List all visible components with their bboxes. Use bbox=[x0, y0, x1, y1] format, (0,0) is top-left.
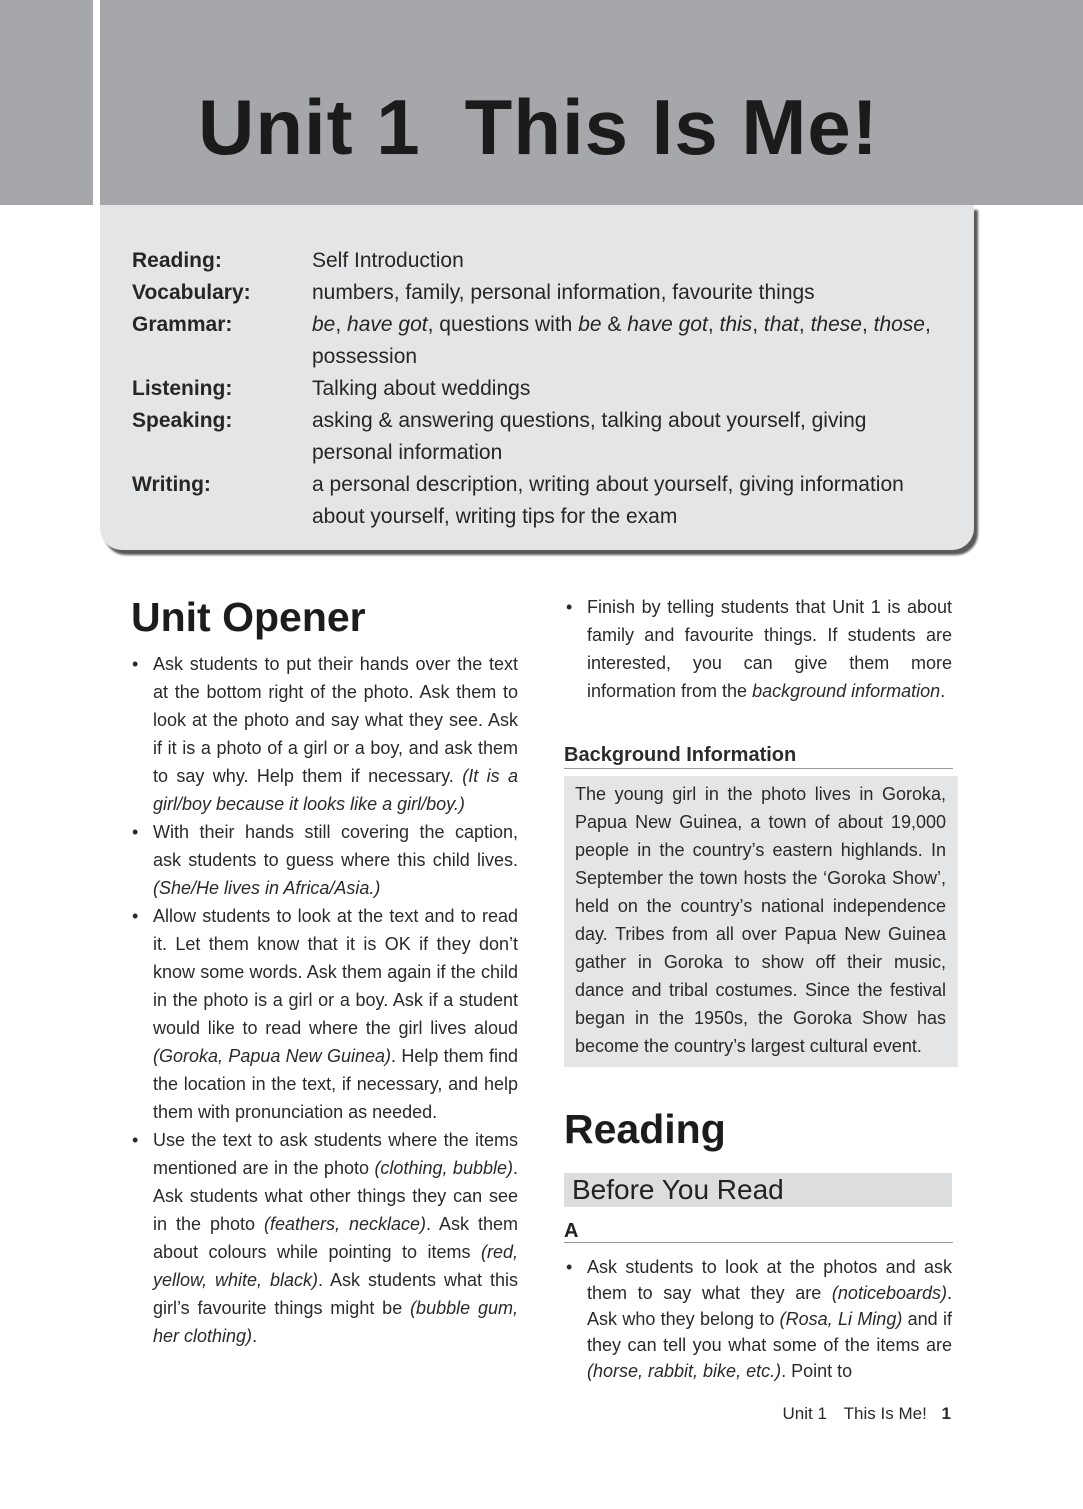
overview-label: Grammar: bbox=[132, 313, 233, 336]
overview-row-speaking bbox=[132, 405, 952, 469]
page-number: 1 bbox=[941, 1404, 951, 1423]
unit-opener-list-continued bbox=[566, 593, 952, 705]
unit-opener-column bbox=[132, 650, 518, 1350]
unit-opener-list bbox=[132, 650, 518, 1350]
list-item: • With their hands still covering the caption, ask students to guess where this child lives. (She/He lives in Africa/Asia.) bbox=[132, 818, 518, 902]
overview-speaking-line: asking & answering questions, talking about yourself, giving bbox=[312, 409, 867, 432]
reading-list bbox=[566, 1254, 952, 1384]
overview-writing-line: a personal description, writing about yourself, giving information bbox=[312, 473, 904, 496]
unit-title bbox=[198, 83, 879, 171]
overview-speaking-line-2: personal information bbox=[312, 441, 503, 464]
header-side-bar bbox=[0, 0, 93, 205]
overview-row-grammar bbox=[132, 309, 952, 373]
overview-label: Vocabulary: bbox=[132, 281, 251, 304]
list-item: • Use the text to ask students where the items mentioned are in the photo (clothing, bubble). Ask students what other things they can see in the photo (feathers, necklace). Ask them about colours while pointing to items (red, yellow, white, black). Ask students what this girl’s favourite things might be (bubble gum, her clothing). bbox=[132, 1126, 518, 1350]
section-a-heading: A bbox=[564, 1220, 953, 1243]
list-item: • Ask students to look at the photos and ask them to say what they are (noticeboards). Ask who they belong to (Rosa, Li Ming) and if they can tell you what some of the items are (horse, rabbit, bike, etc.). Point to bbox=[566, 1254, 952, 1384]
list-item: • Allow students to look at the text and to read it. Let them know that it is OK if they don’t know some words. Ask them again if the child in the photo is a girl or a boy. Ask if a student would like to read where the girl lives aloud (Goroka, Papua New Guinea). Help them find the location in the text, if necessary, and help them with pronunciation as needed. bbox=[132, 902, 518, 1126]
list-item: • Ask students to put their hands over the text at the bottom right of the photo. Ask them to look at the photo and say what they see. Ask if it is a photo of a girl or a boy, and ask them to say why. Help them if necessary. (It is a girl/boy because it looks like a girl/boy.) bbox=[132, 650, 518, 818]
overview-row-listening bbox=[132, 373, 952, 405]
footer-title: This Is Me! bbox=[843, 1404, 927, 1423]
list-item: • Finish by telling students that Unit 1 is about family and favourite things. If students are interested, you can give them more information from the background information. bbox=[566, 593, 952, 705]
footer-unit: Unit 1 bbox=[782, 1404, 827, 1423]
overview-value bbox=[312, 405, 952, 469]
background-info-box: The young girl in the photo lives in Goroka, Papua New Guinea, a town of about 19,000 people in the country’s eastern highlands. In September the town hosts the ‘Goroka Show’, held on the country’s national independence day. Tribes from all over Papua New Guinea gather in Goroka to show off their music, dance and tribal costumes. Since the festival began in the 1950s, the Goroka Show has become the country’s largest cultural event. bbox=[564, 776, 958, 1067]
overview-value bbox=[312, 469, 952, 533]
overview-label: Reading: bbox=[132, 249, 222, 272]
overview-row-writing bbox=[132, 469, 952, 533]
overview-grammar-line-2: possession bbox=[312, 345, 418, 368]
overview-row-reading bbox=[132, 245, 952, 277]
overview-label: Writing: bbox=[132, 473, 211, 496]
overview-label: Speaking: bbox=[132, 409, 233, 432]
overview-label: Listening: bbox=[132, 377, 233, 400]
overview-value: numbers, family, personal information, favourite things bbox=[312, 281, 815, 304]
reading-heading: Reading bbox=[564, 1106, 726, 1152]
unit-opener-heading: Unit Opener bbox=[131, 594, 366, 640]
overview-value bbox=[312, 309, 952, 373]
overview-value: Talking about weddings bbox=[312, 377, 531, 400]
overview-value: Self Introduction bbox=[312, 249, 464, 272]
page-footer bbox=[783, 1404, 951, 1424]
before-you-read-bar: Before You Read bbox=[564, 1173, 952, 1207]
overview-grammar-line: be, have got, questions with be & have got, this, that, these, those, bbox=[312, 313, 931, 336]
unit-name: This Is Me! bbox=[464, 83, 879, 171]
overview-row-vocabulary bbox=[132, 277, 952, 309]
unit-number: Unit 1 bbox=[198, 83, 421, 171]
overview-writing-line-2: about yourself, writing tips for the exam bbox=[312, 505, 678, 528]
unit-opener-continued bbox=[566, 593, 952, 705]
background-info-heading: Background Information bbox=[564, 744, 953, 769]
reading-column bbox=[566, 1254, 952, 1384]
